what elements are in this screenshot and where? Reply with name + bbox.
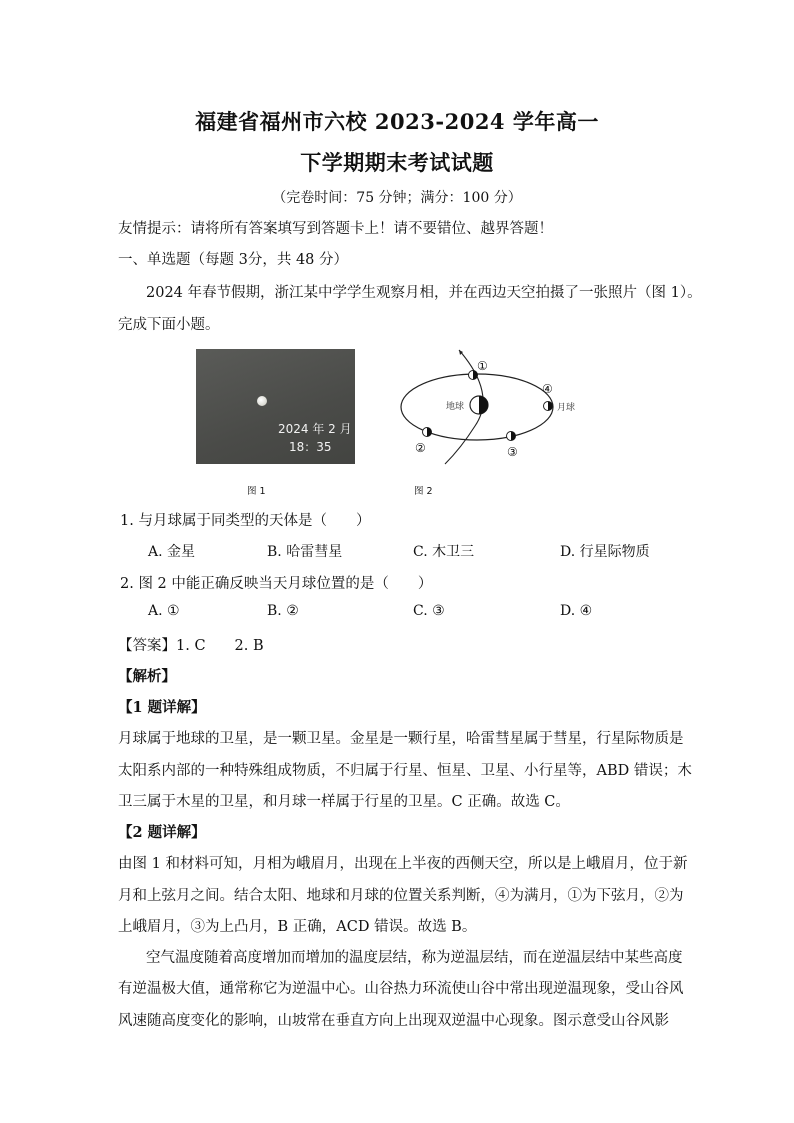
figure-2-orbit-diagram — [395, 346, 576, 464]
moon-position-3 — [507, 432, 516, 441]
moon-image — [257, 396, 267, 406]
q1-option-a: A. 金星 — [148, 544, 196, 560]
tip-text: 友情提示：请将所有答案填写到答题卡上！请不要错位、越界答题！ — [118, 221, 553, 237]
detail-2-text: 上峨眉月，③为上凸月，B 正确，ACD 错误。故选 B。 — [118, 919, 477, 935]
q2-option-d: D. ④ — [560, 603, 593, 619]
detail-1-text: 卫三属于木星的卫星，和月球一样属于行星的卫星。C 正确。故选 C。 — [118, 794, 570, 810]
page-title: 福建省福州市六校 2023-2024 学年高一 — [195, 109, 599, 134]
exam-info: （完卷时间：75 分钟；满分：100 分） — [272, 190, 522, 206]
moon-position-2 — [423, 428, 432, 437]
q2-option-b: B. ② — [267, 603, 299, 619]
figure-2-caption: 图 2 — [414, 486, 433, 497]
detail-1-text: 太阳系内部的一种特殊组成物质，不归属于行星、恒星、卫星、小行星等，ABD 错误；木 — [118, 763, 692, 779]
detail-2-text: 由图 1 和材料可知，月相为峨眉月，出现在上半夜的西侧天空，所以是上峨眉月，位于新 — [118, 856, 688, 872]
earth-label: 地球 — [446, 402, 465, 412]
passage-text: 有逆温极大值，通常称它为逆温中心。山谷热力环流使山谷中常出现逆温现象，受山谷风 — [118, 981, 684, 997]
question-2-stem: 2. 图 2 中能正确反映当天月球位置的是（ ） — [120, 576, 433, 592]
position-label-1: ① — [477, 359, 488, 373]
passage-text: 空气温度随着高度增加而增加的温度层结，称为逆温层结，而在逆温层结中某些高度 — [146, 950, 683, 966]
position-label-4: ④ — [542, 382, 553, 396]
position-label-2: ② — [415, 441, 426, 455]
figure-1-caption: 图 1 — [247, 486, 266, 497]
position-label-3: ③ — [507, 445, 518, 459]
moon-label: 月球 — [557, 403, 576, 413]
detail-1-text: 月球属于地球的卫星，是一颗卫星。金星是一颗行星，哈雷彗星属于彗星，行星际物质是 — [118, 731, 684, 747]
page-subtitle: 下学期期末考试试题 — [300, 150, 494, 175]
q1-option-b: B. 哈雷彗星 — [267, 544, 343, 560]
intro-text: 完成下面小题。 — [118, 317, 220, 333]
q2-option-c: C. ③ — [413, 603, 445, 619]
detail-1-heading: 【1 题详解】 — [118, 699, 206, 716]
q2-option-a: A. ① — [148, 603, 180, 619]
figure-1-photo — [196, 349, 355, 464]
q1-option-c: C. 木卫三 — [413, 544, 475, 560]
intro-text: 2024 年春节假期，浙江某中学学生观察月相，并在西边天空拍摄了一张照片（图 1）。 — [146, 285, 702, 301]
photo-time-stamp: 18：35 — [289, 440, 332, 454]
detail-2-heading: 【2 题详解】 — [118, 824, 206, 841]
earth-shadow — [479, 396, 488, 414]
answer-line: 【答案】1. C 2. B — [118, 638, 264, 654]
detail-2-text: 月和上弦月之间。结合太阳、地球和月球的位置关系判断，④为满月，①为下弦月，②为 — [118, 888, 684, 904]
q1-option-d: D. 行星际物质 — [560, 544, 650, 560]
moon-position-4 — [544, 402, 553, 411]
analysis-heading: 【解析】 — [118, 668, 176, 685]
passage-text: 风速随高度变化的影响，山坡常在垂直方向上出现双逆温中心现象。图示意受山谷风影 — [118, 1013, 669, 1029]
photo-date-stamp: 2024 年 2 月 — [278, 422, 352, 436]
question-1-stem: 1. 与月球属于同类型的天体是（ ） — [120, 513, 371, 529]
section-heading: 一、单选题（每题 3分，共 48 分） — [118, 252, 349, 268]
